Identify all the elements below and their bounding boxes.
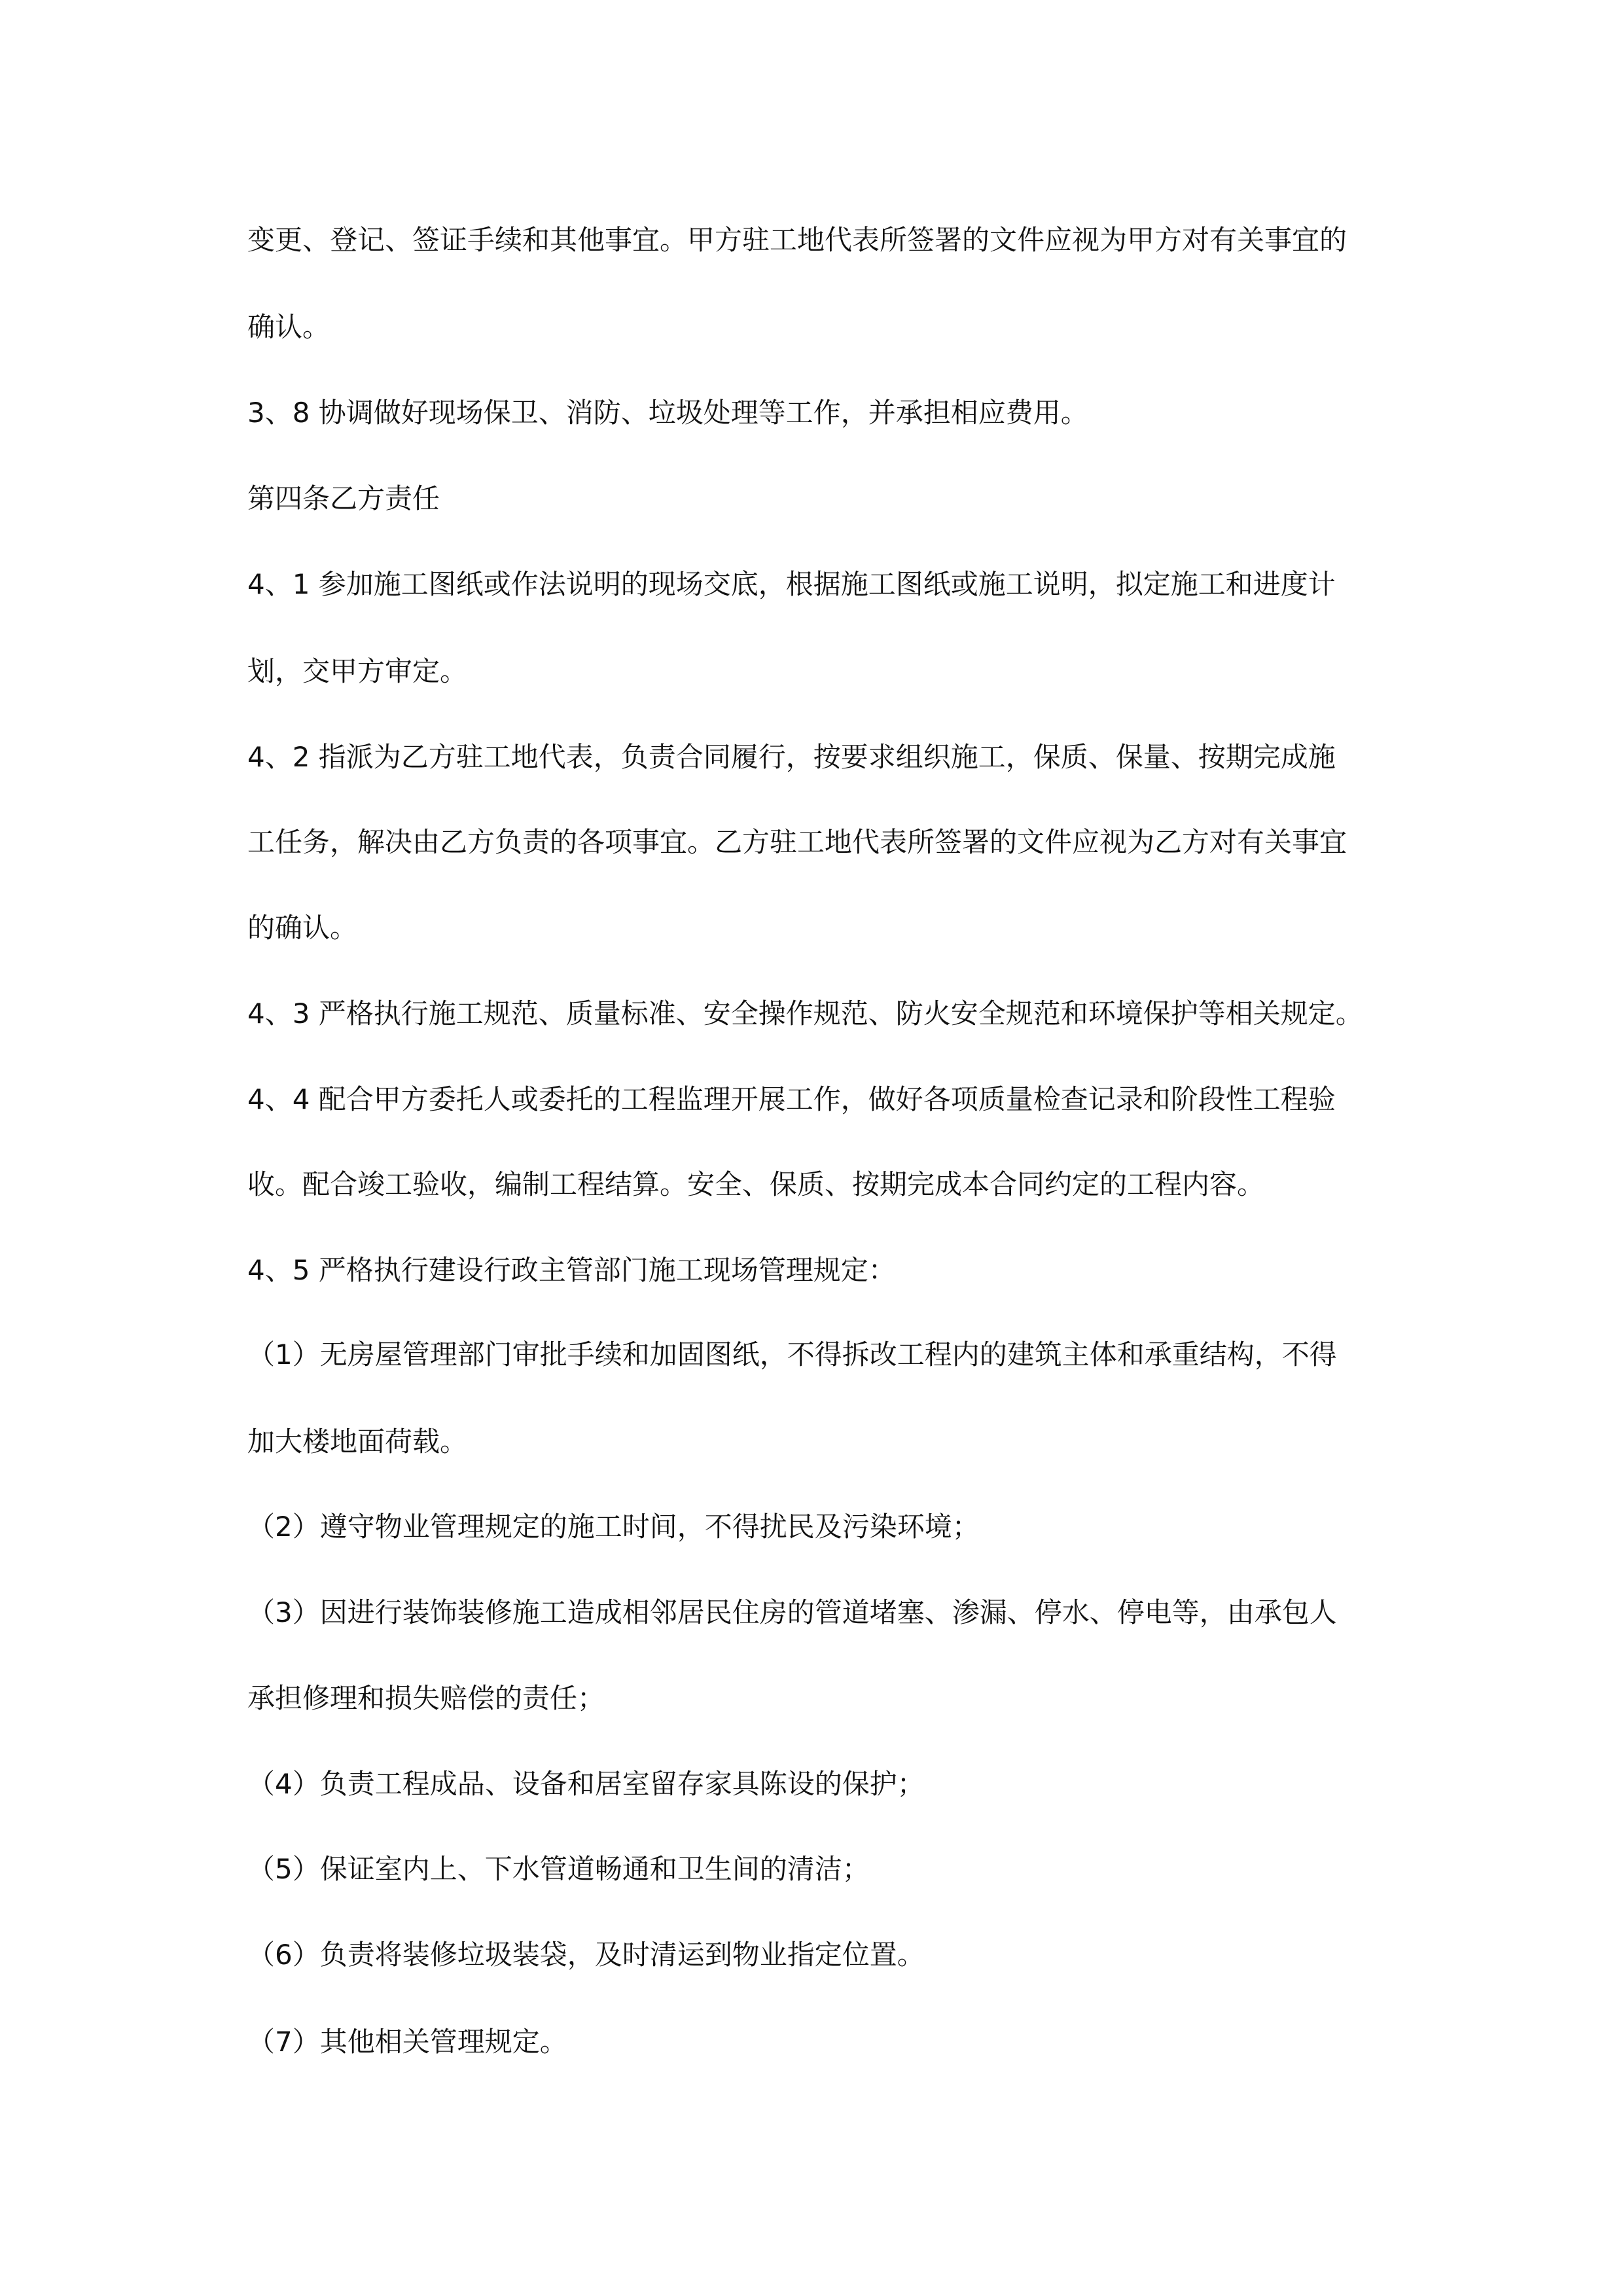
paragraph-line: 确认。 — [247, 311, 330, 343]
paragraph-line: 收。配合竣工验收，编制工程结算。安全、保质、按期完成本合同约定的工程内容。 — [247, 1168, 1265, 1200]
clause-4-2: 4、2 指派为乙方驻工地代表，负责合同履行，按要求组织施工，保质、保量、按期完成施 — [247, 741, 1336, 773]
clause-4-3: 4、3 严格执行施工规范、质量标准、安全操作规范、防火安全规范和环境保护等相关规定。 — [247, 997, 1363, 1030]
list-item-3: （3）因进行装饰装修施工造成相邻居民住房的管道堵塞、渗漏、停水、停电等，由承包人 — [247, 1596, 1337, 1628]
paragraph-line: 划，交甲方审定。 — [247, 655, 468, 687]
list-item-2: （2）遵守物业管理规定的施工时间，不得扰民及污染环境； — [247, 1511, 980, 1543]
paragraph-line: 承担修理和损失赔偿的责任； — [247, 1682, 605, 1714]
list-item-5: （5）保证室内上、下水管道畅通和卫生间的清洁； — [247, 1853, 870, 1885]
section-heading: 第四条乙方责任 — [247, 482, 440, 514]
paragraph-line: 工任务，解决由乙方负责的各项事宜。乙方驻工地代表所签署的文件应视为乙方对有关事宜 — [247, 826, 1347, 858]
clause-4-5: 4、5 严格执行建设行政主管部门施工现场管理规定： — [247, 1254, 896, 1286]
paragraph-line: 的确认。 — [247, 912, 358, 944]
list-item-7: （7）其他相关管理规定。 — [247, 2026, 567, 2058]
paragraph-line: 加大楼地面荷载。 — [247, 1426, 468, 1458]
list-item-6: （6）负责将装修垃圾装袋，及时清运到物业指定位置。 — [247, 1939, 925, 1971]
clause-4-1: 4、1 参加施工图纸或作法说明的现场交底，根据施工图纸或施工说明，拟定施工和进度计 — [247, 568, 1336, 600]
paragraph-line: 变更、登记、签证手续和其他事宜。甲方驻工地代表所签署的文件应视为甲方对有关事宜的 — [247, 224, 1347, 256]
list-item-1: （1）无房屋管理部门审批手续和加固图纸，不得拆改工程内的建筑主体和承重结构，不得 — [247, 1338, 1337, 1371]
clause-3-8: 3、8 协调做好现场保卫、消防、垃圾处理等工作，并承担相应费用。 — [247, 397, 1088, 429]
clause-4-4: 4、4 配合甲方委托人或委托的工程监理开展工作，做好各项质量检查记录和阶段性工程验 — [247, 1083, 1336, 1115]
list-item-4: （4）负责工程成品、设备和居室留存家具陈设的保护； — [247, 1768, 925, 1800]
